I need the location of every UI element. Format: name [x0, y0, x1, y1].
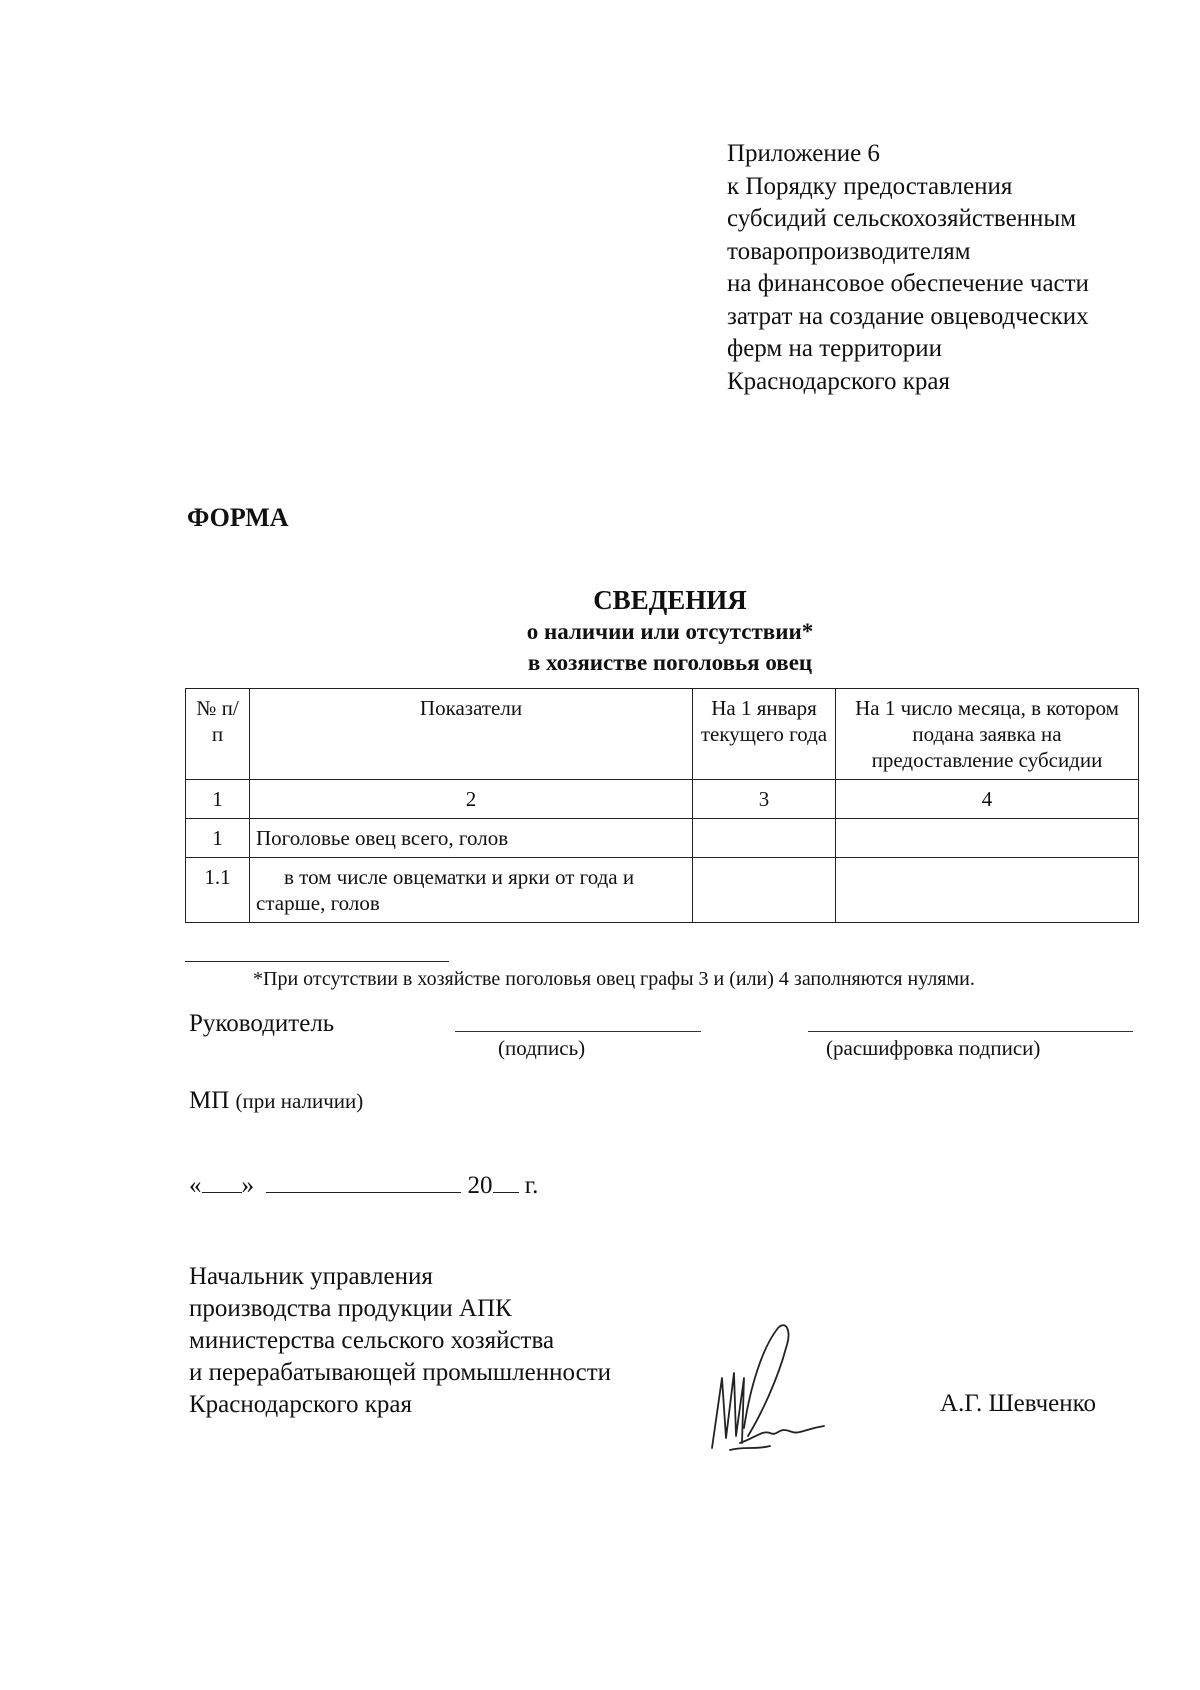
chief-name: А.Г. Шевченко — [940, 1390, 1097, 1417]
livestock-table — [185, 688, 1139, 923]
footnote: *При отсутствии в хозяйстве поголовья овец графы 3 и (или) 4 заполняются нулями. — [253, 968, 975, 990]
date-open-quote: « — [189, 1172, 202, 1199]
chief-line: производства продукции АПК — [189, 1295, 512, 1322]
table-row — [186, 858, 1139, 923]
row-january-value[interactable] — [693, 858, 836, 923]
signature-line[interactable] — [455, 1031, 701, 1032]
month-field[interactable] — [266, 1170, 461, 1193]
row-indicator: Поголовье овец всего, голов — [250, 819, 693, 858]
chief-line: министерства сельского хозяйства — [189, 1327, 555, 1354]
header-number: № п/п — [186, 689, 250, 780]
appendix-line: субсидий сельскохозяйственным — [727, 205, 1077, 232]
chief-line: и перерабатывающей промышленности — [189, 1359, 612, 1386]
transcript-caption: (расшифровка подписи) — [826, 1036, 1041, 1060]
appendix-line: к Порядку предоставления — [727, 172, 1013, 200]
date-close-quote: » — [241, 1172, 254, 1199]
appendix-line: товаропроизводителям — [727, 237, 971, 265]
row-number: 1.1 — [186, 858, 250, 923]
header-january: На 1 января текущего года — [693, 689, 836, 780]
row-month-value[interactable] — [836, 858, 1139, 923]
chief-line: Начальник управления — [189, 1263, 433, 1290]
row-january-value[interactable] — [693, 819, 836, 858]
document-title — [470, 584, 870, 678]
title-line-2: о наличии или отсутствии* — [526, 619, 814, 644]
leader-label: Руководитель — [189, 1010, 335, 1037]
header-month: На 1 число месяца, в котором подана заявка на предоставление субсидии — [836, 689, 1139, 780]
title-main: СВЕДЕНИЯ — [593, 585, 747, 615]
date-line — [189, 1170, 538, 1200]
form-label: ФОРМА — [187, 503, 289, 532]
appendix-line: ферм на территории — [727, 335, 942, 362]
appendix-line: Краснодарского края — [727, 367, 950, 395]
appendix-line: затрат на создание овцеводческих — [727, 302, 1089, 330]
stamp-place — [189, 1087, 363, 1115]
column-number: 1 — [186, 780, 250, 819]
transcript-line[interactable] — [808, 1031, 1133, 1032]
footnote-separator — [185, 961, 449, 962]
row-month-value[interactable] — [836, 819, 1139, 858]
appendix-line: на финансовое обеспечение части — [727, 270, 1089, 297]
mp-label: МП — [189, 1087, 230, 1114]
chief-title — [189, 1261, 611, 1421]
row-number: 1 — [186, 819, 250, 858]
header-indicator: Показатели — [250, 689, 693, 780]
chief-line: Краснодарского края — [189, 1391, 412, 1418]
column-number: 3 — [693, 780, 836, 819]
year-field[interactable] — [493, 1170, 519, 1193]
table-row — [186, 819, 1139, 858]
table-numbering-row — [186, 780, 1139, 819]
year-suffix: г. — [524, 1172, 539, 1199]
year-prefix: 20 — [467, 1172, 493, 1199]
appendix-line: Приложение 6 — [727, 140, 880, 167]
table-header-row — [186, 689, 1139, 780]
row-indicator: в том числе овцематки и ярки от года и старше, голов — [250, 858, 693, 923]
day-field[interactable] — [202, 1170, 242, 1193]
appendix-header — [727, 138, 1089, 398]
handwritten-signature-icon — [700, 1318, 830, 1468]
column-number: 2 — [250, 780, 693, 819]
signature-caption: (подпись) — [498, 1036, 586, 1060]
mp-note: (при наличии) — [235, 1089, 364, 1113]
title-line-3: в хозяистве поголовья овец — [527, 650, 813, 675]
column-number: 4 — [836, 780, 1139, 819]
